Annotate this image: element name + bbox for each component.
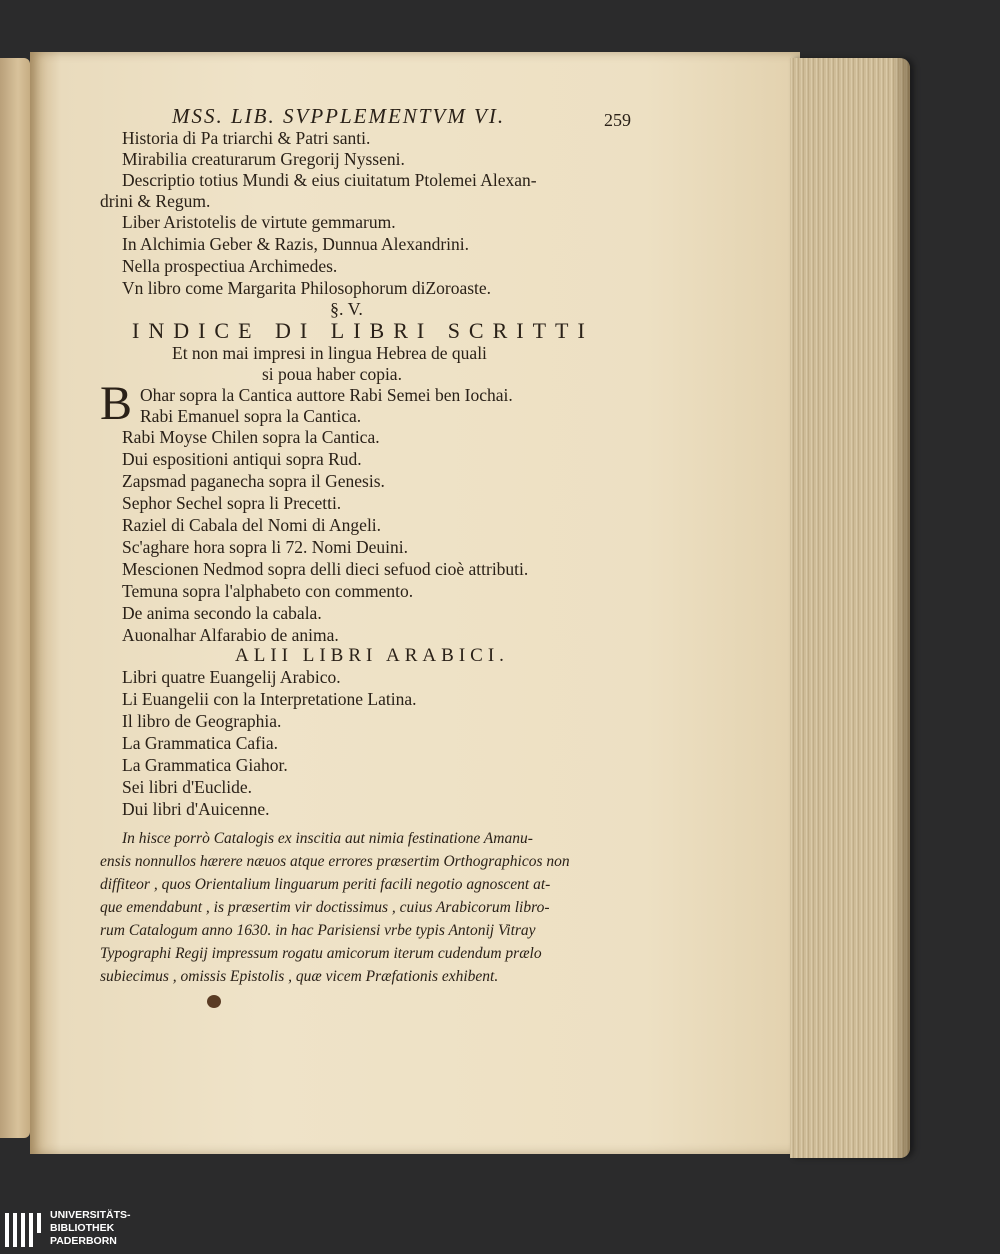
library-name [50, 1209, 131, 1248]
list-item: Mescionen Nedmod sopra delli dieci sefuod cioè attributi. [122, 559, 529, 579]
list-item: Li Euangelii con la Interpretatione Latina. [122, 689, 417, 709]
ink-blot [207, 995, 221, 1008]
library-footer [0, 1204, 1000, 1254]
list-item: Auonalhar Alfarabio de anima. [122, 625, 339, 645]
list-item: In Alchimia Geber & Razis, Dunnua Alexandrini. [122, 234, 470, 254]
list-item: Vn libro come Margarita Philosophorum diZoroaste. [122, 278, 492, 298]
library-name-line-1: UNIVERSITÄTS- [50, 1209, 131, 1221]
library-name-line-2: BIBLIOTHEK [50, 1222, 115, 1234]
note-line: diffiteor , quos Orientalium linguarum periti facili negotio agnoscent at- [100, 876, 551, 893]
list-item: Descriptio totius Mundi & eius ciuitatum Ptolemei Alexan- [122, 170, 537, 190]
drop-cap: B [100, 377, 133, 430]
page-block-edges [790, 58, 910, 1158]
list-item: Rabi Emanuel sopra la Cantica. [140, 406, 362, 426]
arabic-section-title: ALII LIBRI ARABICI. [235, 645, 509, 666]
list-item: Dui libri d'Auicenne. [122, 799, 270, 819]
list-item: La Grammatica Giahor. [122, 755, 288, 775]
list-item: Il libro de Geographia. [122, 711, 282, 731]
library-name-line-3: PADERBORN [50, 1235, 117, 1247]
note-line: que emendabunt , is præsertim vir doctissimus , cuius Arabicorum libro- [100, 899, 550, 916]
list-item: Ohar sopra la Cantica auttore Rabi Semei ben Iochai. [140, 385, 513, 405]
list-item: Liber Aristotelis de virtute gemmarum. [122, 212, 396, 232]
list-item: drini & Regum. [100, 191, 211, 211]
note-line: Typographi Regij impressum rogatu amicorum iterum cudendum prælo [100, 945, 542, 962]
list-item: Zapsmad paganecha sopra il Genesis. [122, 471, 385, 491]
list-item: Rabi Moyse Chilen sopra la Cantica. [122, 427, 380, 447]
section-subtitle: si poua haber copia. [262, 364, 402, 384]
list-item: La Grammatica Cafia. [122, 733, 278, 753]
library-logo-icon [3, 1209, 43, 1251]
page-number: 259 [604, 110, 631, 130]
list-item: Raziel di Cabala del Nomi di Angeli. [122, 515, 382, 535]
note-line: In hisce porrò Catalogis ex inscitia aut nimia festinatione Amanu- [122, 830, 533, 847]
list-item: Libri quatre Euangelij Arabico. [122, 667, 341, 687]
section-title: INDICE DI LIBRI SCRITTI [132, 318, 594, 343]
list-item: Sephor Sechel sopra li Precetti. [122, 493, 342, 513]
note-line: rum Catalogum anno 1630. in hac Parisiensi vrbe typis Antonij Vitray [100, 922, 536, 939]
list-item: Sc'aghare hora sopra li 72. Nomi Deuini. [122, 537, 408, 557]
section-mark: §. V. [330, 299, 363, 319]
left-page-edge [0, 58, 30, 1138]
note-line: subiecimus , omissis Epistolis , quæ vicem Præfationis exhibent. [100, 968, 499, 985]
list-item: Mirabilia creaturarum Gregorij Nysseni. [122, 149, 405, 169]
section-subtitle: Et non mai impresi in lingua Hebrea de quali [172, 343, 487, 363]
running-head: MSS. LIB. SVPPLEMENTVM VI. [172, 104, 506, 128]
list-item: Dui espositioni antiqui sopra Rud. [122, 449, 362, 469]
list-item: De anima secondo la cabala. [122, 603, 322, 623]
list-item: Sei libri d'Euclide. [122, 777, 253, 797]
note-line: ensis nonnullos hærere næuos atque errores præsertim Orthographicos non [100, 853, 570, 870]
list-item: Temuna sopra l'alphabeto con commento. [122, 581, 414, 601]
list-item: Historia di Pa triarchi & Patri santi. [122, 128, 371, 148]
list-item: Nella prospectiua Archimedes. [122, 256, 338, 276]
